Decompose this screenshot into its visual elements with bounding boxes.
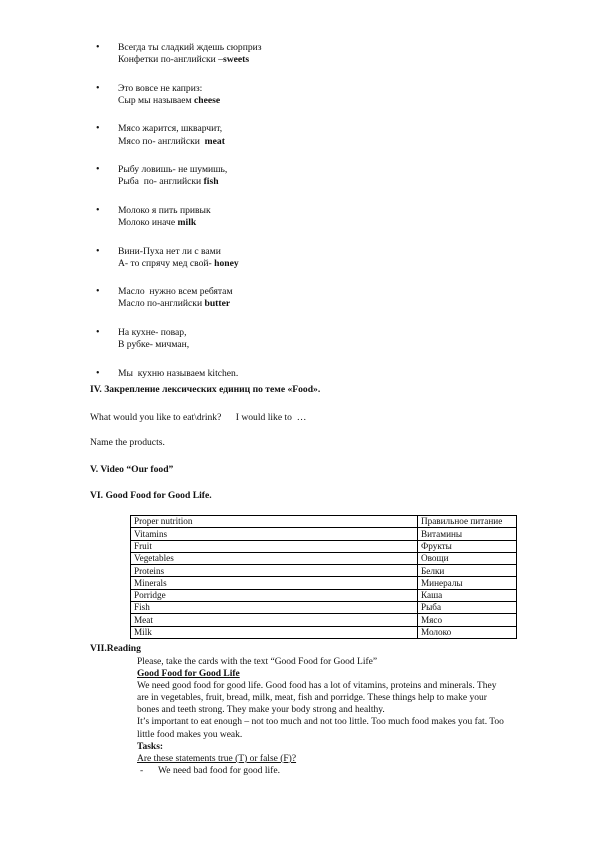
section-5-heading: V. Video “Our food” — [90, 464, 174, 475]
section-4-question: What would you like to eat\drink? I would like to … — [90, 412, 307, 423]
poem-line-2-text: Рыба по- английски — [118, 176, 204, 188]
poem-line-1: Масло нужно всем ребятам — [118, 286, 233, 298]
table-row — [131, 528, 517, 540]
poem-line-1: Мясо жарится, шкварчит, — [118, 123, 223, 135]
table-row — [131, 540, 517, 552]
poem-line-2 — [118, 176, 496, 188]
tasks-question: Are these statements true (T) or false (F)? — [137, 753, 297, 764]
table-row — [131, 602, 517, 614]
section-6-heading: VI. Good Food for Good Life. — [90, 490, 212, 501]
statement-dash: - — [140, 765, 144, 776]
poem-line-1: Вини-Пуха нет ли с вами — [118, 245, 221, 257]
english-term-cell: Porridge — [131, 589, 418, 601]
bullet-icon: • — [96, 286, 100, 298]
bullet-icon: • — [96, 326, 100, 338]
reading-paragraph-2: It’s important to eat enough – not too much and not too little. Too much food makes you fat. Too little food makes you weak. — [137, 717, 504, 740]
russian-term-cell: Молоко — [418, 626, 517, 638]
poem-line-2-text: Молоко иначе — [118, 217, 178, 229]
section-7-heading: VII.Reading — [90, 643, 141, 654]
poem-line-2 — [118, 136, 496, 148]
section-4-task: Name the products. — [90, 437, 165, 448]
russian-term-cell: Мясо — [418, 614, 517, 626]
reading-block — [137, 656, 507, 765]
table-row — [131, 516, 517, 528]
poem-line-1: Рыбу ловишь- не шумишь, — [118, 164, 228, 176]
poem-line-2 — [118, 95, 496, 107]
poem-line-2-text: Конфетки по-английски – — [118, 54, 223, 66]
poem-line-2-text: Мясо по- английски — [118, 135, 205, 147]
poem-line-2-text: Масло по-английски — [118, 298, 205, 310]
russian-term-cell: Фрукты — [418, 540, 517, 552]
table-row — [131, 626, 517, 638]
reading-title: Good Food for Good Life — [137, 669, 240, 680]
russian-term-cell: Рыба — [418, 602, 517, 614]
poem-item — [96, 164, 496, 188]
russian-term-cell: Минералы — [418, 577, 517, 589]
poem-item — [96, 205, 496, 229]
poem-item — [96, 42, 496, 66]
bullet-icon: • — [96, 367, 100, 379]
english-word: honey — [214, 257, 239, 269]
english-term-cell: Proper nutrition — [131, 516, 418, 528]
poem-line-1: Это вовсе не каприз: — [118, 82, 203, 94]
poem-line-2 — [118, 217, 496, 229]
bullet-icon: • — [96, 164, 100, 176]
russian-term-cell: Правильное питание — [418, 516, 517, 528]
poem-item — [96, 83, 496, 107]
bullet-icon: • — [96, 204, 100, 216]
section-4-heading: IV. Закрепление лексических единиц по теме «Food». — [90, 384, 321, 395]
poem-line-2-text: Сыр мы называем — [118, 94, 194, 106]
reading-instruction: Please, take the cards with the text “Good Food for Good Life” — [137, 657, 378, 667]
statement-1: We need bad food for good life. — [158, 765, 281, 776]
table-row — [131, 614, 517, 626]
russian-term-cell: Каша — [418, 589, 517, 601]
english-word: cheese — [193, 94, 221, 106]
poem-line-1: Молоко я пить привык — [118, 204, 211, 216]
english-term-cell: Vitamins — [131, 528, 418, 540]
bullet-icon: • — [96, 82, 100, 94]
russian-term-cell: Белки — [418, 565, 517, 577]
table-row — [131, 577, 517, 589]
poem-line-1: Всегда ты сладкий ждешь сюрприз — [118, 42, 262, 53]
english-word: meat — [204, 135, 225, 147]
poem-line-1: Мы кухню называем kitchen. — [118, 367, 239, 379]
english-term-cell: Vegetables — [131, 552, 418, 564]
english-term-cell: Meat — [131, 614, 418, 626]
table-row — [131, 565, 517, 577]
english-term-cell: Fruit — [131, 540, 418, 552]
poem-line-2 — [118, 54, 496, 66]
poem-item — [96, 286, 496, 310]
english-term-cell: Milk — [131, 626, 418, 638]
nutrition-table — [130, 515, 517, 639]
russian-term-cell: Витамины — [418, 528, 517, 540]
poem-line-1: На кухне- повар, — [118, 326, 187, 338]
bullet-icon: • — [96, 245, 100, 257]
poem-line-2 — [118, 258, 496, 270]
poem-item — [96, 246, 496, 270]
poem-line-2-text: А- то спрячу мед свой- — [118, 257, 215, 269]
english-term-cell: Minerals — [131, 577, 418, 589]
english-term-cell: Proteins — [131, 565, 418, 577]
english-word: sweets — [222, 54, 250, 66]
poem-line-2 — [118, 339, 496, 351]
russian-term-cell: Овощи — [418, 552, 517, 564]
english-word: milk — [177, 217, 197, 229]
table-row — [131, 552, 517, 564]
poem-item — [96, 327, 496, 351]
poem-item — [96, 123, 496, 147]
english-word: fish — [203, 176, 219, 188]
table-row — [131, 589, 517, 601]
bullet-icon: • — [96, 123, 100, 135]
reading-paragraph-1: We need good food for good life. Good food has a lot of vitamins, proteins and minerals. They are in vegetables, fruit, bread, milk, meat, fish and porridge. These things help to make your bones and teeth strong. They make your body strong and healthy. — [137, 681, 497, 716]
tasks-label: Tasks: — [137, 741, 164, 752]
bullet-icon: • — [96, 42, 100, 53]
english-word: butter — [204, 298, 231, 310]
poem-line-2-text: В рубке- мичман, — [118, 339, 190, 351]
poem-list — [96, 42, 496, 396]
poem-line-2 — [118, 298, 496, 310]
english-term-cell: Fish — [131, 602, 418, 614]
poem-item — [96, 368, 496, 380]
